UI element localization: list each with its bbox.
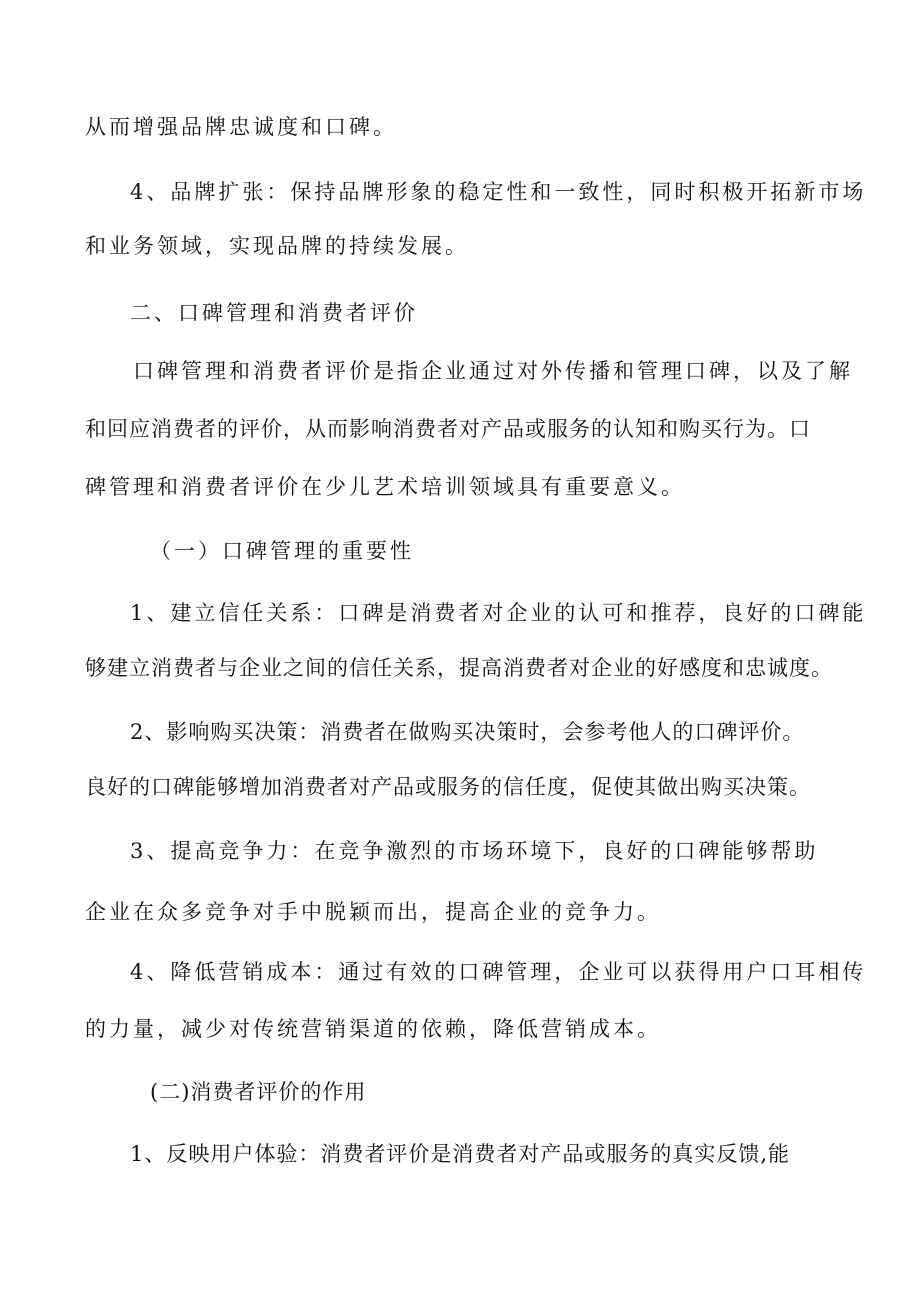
paragraph-line: 4、降低营销成本：通过有效的口碑管理，企业可以获得用户口耳相传 bbox=[130, 960, 867, 984]
paragraph-line: 从而增强品牌忠诚度和口碑。 bbox=[85, 115, 397, 139]
paragraph-line: 够建立消费者与企业之间的信任关系，提高消费者对企业的好感度和忠诚度。 bbox=[85, 656, 833, 680]
subsection-heading: (二)消费者评价的作用 bbox=[150, 1080, 367, 1104]
paragraph-line: 口碑管理和消费者评价是指企业通过对外传播和管理口碑，以及了解 bbox=[133, 359, 853, 383]
subsection-heading: （一）口碑管理的重要性 bbox=[150, 539, 414, 563]
paragraph-line: 的力量，减少对传统营销渠道的依赖，降低营销成本。 bbox=[85, 1017, 661, 1041]
paragraph-line: 4、品牌扩张：保持品牌形象的稳定性和一致性，同时积极开拓新市场 bbox=[130, 180, 867, 204]
paragraph-line: 2、影响购买决策：消费者在做购买决策时，会参考他人的口碑评价。 bbox=[130, 720, 805, 744]
section-heading: 二、口碑管理和消费者评价 bbox=[130, 301, 418, 325]
paragraph-line: 和业务领域，实现品牌的持续发展。 bbox=[85, 234, 469, 258]
paragraph-line: 碑管理和消费者评价在少儿艺术培训领域具有重要意义。 bbox=[85, 475, 685, 499]
paragraph-line: 1、建立信任关系：口碑是消费者对企业的认可和推荐，良好的口碑能 bbox=[130, 601, 867, 625]
paragraph-line: 1、反映用户体验：消费者评价是消费者对产品或服务的真实反馈,能 bbox=[130, 1142, 791, 1166]
paragraph-line: 和回应消费者的评价，从而影响消费者对产品或服务的认知和购买行为。口 bbox=[85, 417, 811, 441]
paragraph-line: 良好的口碑能够增加消费者对产品或服务的信任度，促使其做出购买决策。 bbox=[85, 775, 811, 799]
paragraph-line: 企业在众多竞争对手中脱颖而出，提高企业的竞争力。 bbox=[85, 900, 661, 924]
paragraph-line: 3、提高竞争力：在竞争激烈的市场环境下，良好的口碑能够帮助 bbox=[130, 839, 819, 863]
